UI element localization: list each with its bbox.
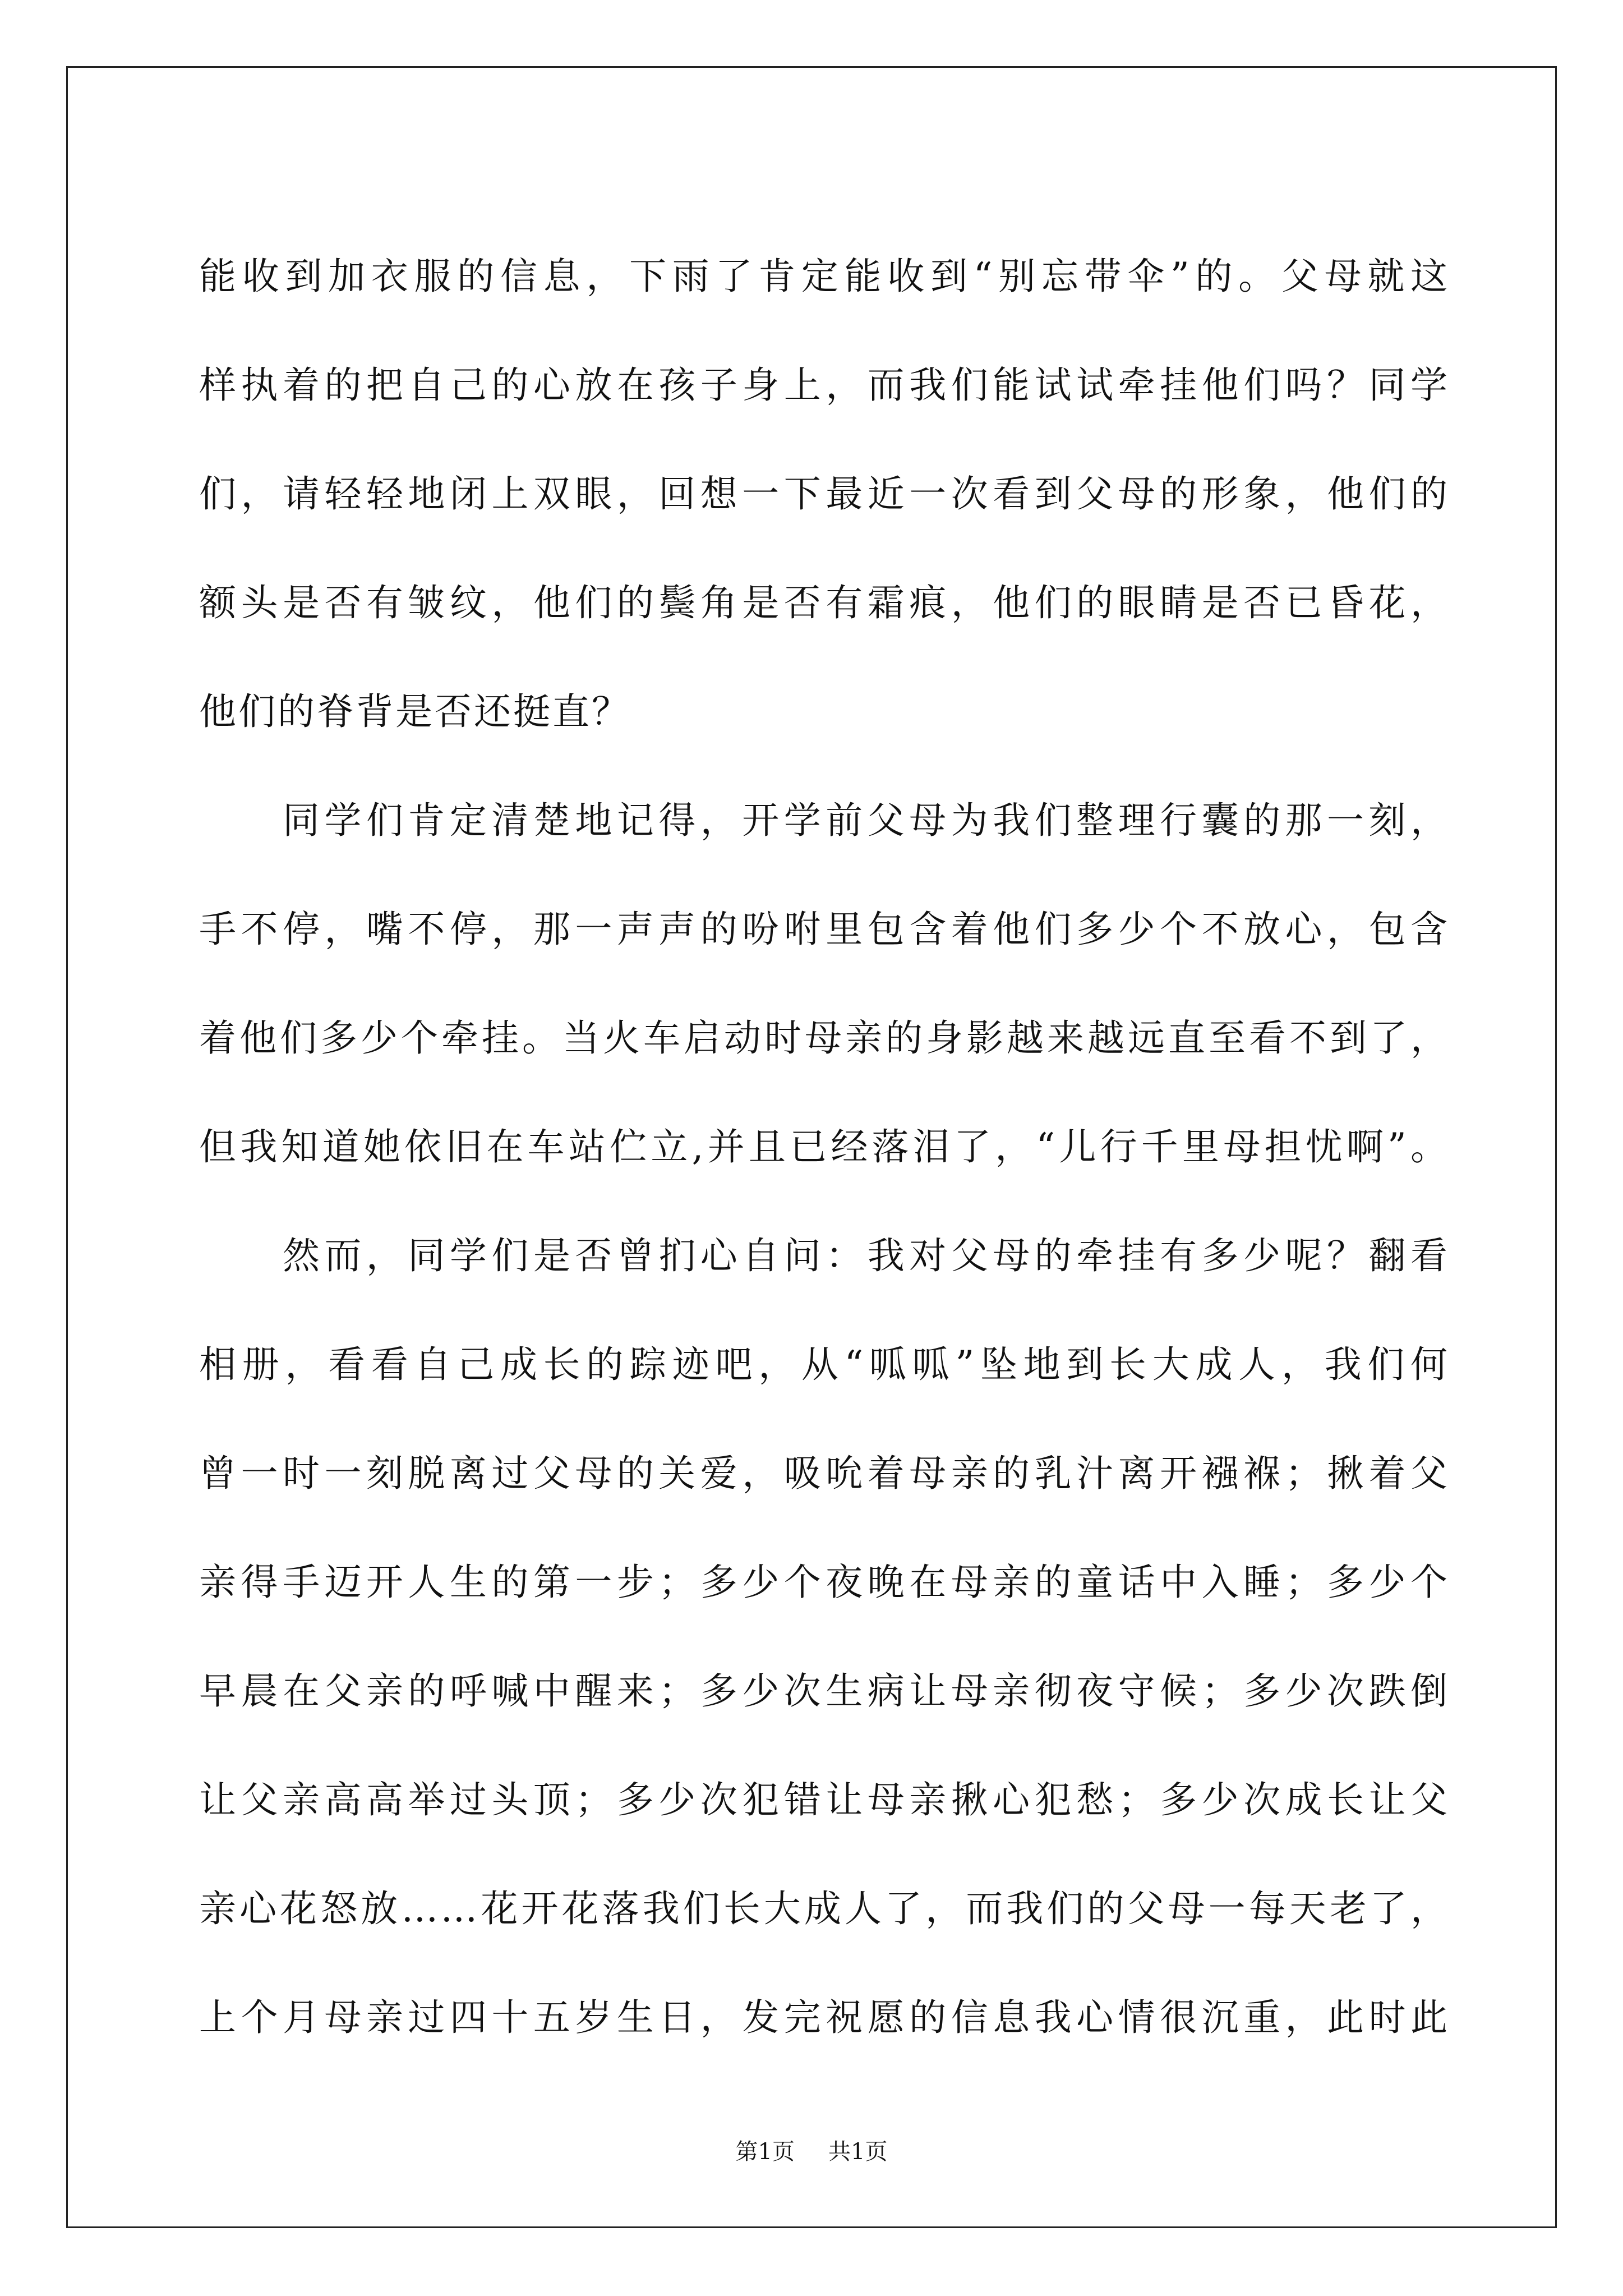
text-line: 样执着的把自己的心放在孩子身上，而我们能试试牵挂他们吗？同学 [199, 364, 1450, 407]
page-total: 共1页 [828, 2139, 888, 2165]
text-line: 他们的脊背是否还挺直？ [199, 690, 631, 733]
text-line: 让父亲高高举过头顶；多少次犯错让母亲揪心犯愁；多少次成长让父 [199, 1778, 1450, 1821]
text-line: 亲得手迈开人生的第一步；多少个夜晚在母亲的童话中入睡；多少个 [199, 1561, 1450, 1604]
text-line: 相册，看看自己成长的踪迹吧，从“呱呱”坠地到长大成人，我们何 [199, 1343, 1450, 1386]
text-line: 但我知道她依旧在车站伫立,并且已经落泪了，“儿行千里母担忧啊”。 [199, 1125, 1450, 1168]
text-line: 们，请轻轻地闭上双眼，回想一下最近一次看到父母的形象，他们的 [199, 472, 1450, 516]
text-line: 上个月母亲过四十五岁生日，发完祝愿的信息我心情很沉重，此时此 [199, 1996, 1450, 2039]
text-line: 额头是否有皱纹，他们的鬓角是否有霜痕，他们的眼睛是否已昏花， [199, 581, 1450, 624]
text-line: 曾一时一刻脱离过父母的关爱，吸吮着母亲的乳汁离开襁褓；揪着父 [199, 1452, 1450, 1495]
text-line: 手不停，嘴不停，那一声声的吩咐里包含着他们多少个不放心，包含 [199, 908, 1450, 951]
page-footer [0, 2135, 1623, 2169]
text-line: 能收到加衣服的信息，下雨了肯定能收到“别忘带伞”的。父母就这 [199, 255, 1450, 298]
text-line: 着他们多少个牵挂。当火车启动时母亲的身影越来越远直至看不到了， [199, 1016, 1450, 1060]
document-body [199, 222, 1450, 2072]
page-number: 第1页 [735, 2139, 795, 2165]
text-line: 然而，同学们是否曾扪心自问：我对父母的牵挂有多少呢？翻看 [199, 1234, 1450, 1277]
text-line: 同学们肯定清楚地记得，开学前父母为我们整理行囊的那一刻， [199, 799, 1450, 842]
text-line: 早晨在父亲的呼喊中醒来；多少次生病让母亲彻夜守候；多少次跌倒 [199, 1669, 1450, 1713]
text-line: 亲心花怒放……花开花落我们长大成人了，而我们的父母一每天老了， [199, 1887, 1450, 1930]
